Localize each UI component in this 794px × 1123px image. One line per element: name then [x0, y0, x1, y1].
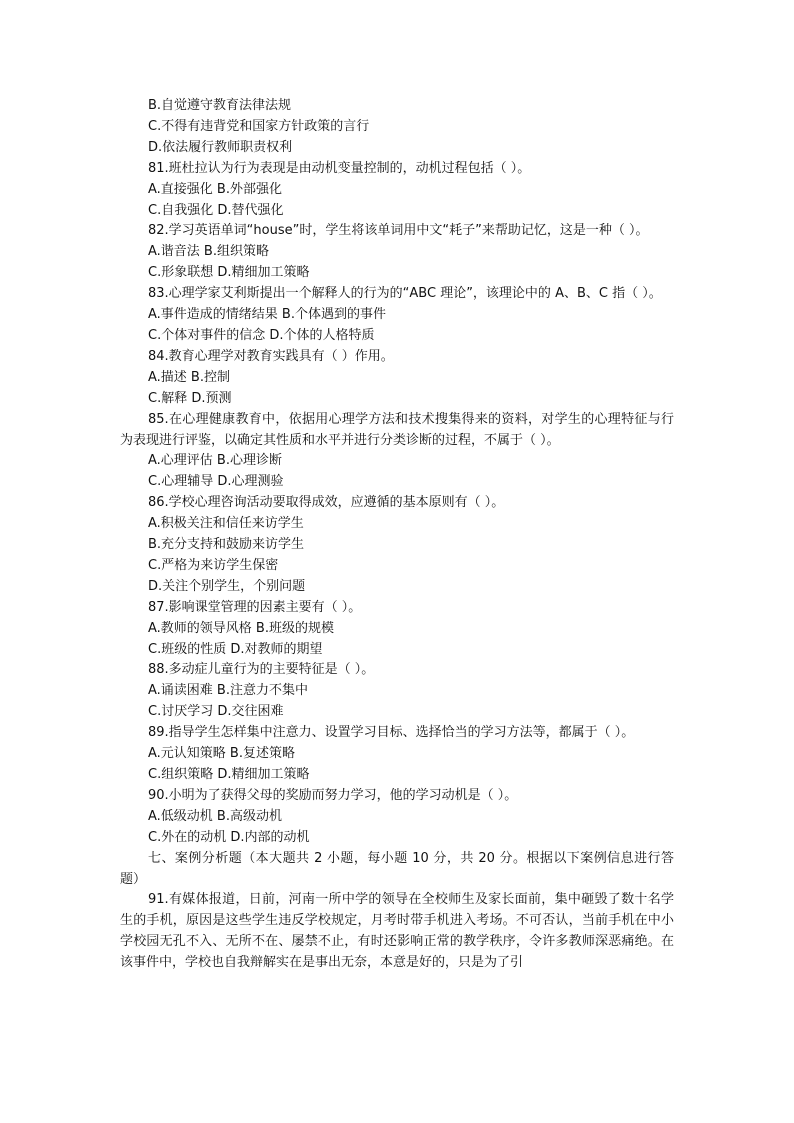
text-line: A.积极关注和信任来访学生 — [148, 516, 304, 532]
paragraph: 85.在心理健康教育中，依据用心理学方法和技术搜集得来的资料，对学生的心理特征与行为表现进行评鉴，以确定其性质和水平并进行分类诊断的过程，不属于（ ）。 — [120, 411, 674, 448]
text-line: 88.多动症儿童行为的主要特征是（ ）。 — [148, 662, 375, 678]
text-line: B.充分支持和鼓励来访学生 — [148, 537, 305, 553]
text-line: A.直接强化 B.外部强化 — [148, 181, 282, 197]
text-line: A.元认知策略 B.复述策略 — [148, 746, 295, 762]
text-line: C.自我强化 D.替代强化 — [148, 202, 284, 218]
text-line: C.外在的动机 D.内部的动机 — [148, 829, 310, 845]
text-line: C.班级的性质 D.对教师的期望 — [148, 641, 323, 657]
text-line: B.自觉遵守教育法律法规 — [148, 98, 292, 113]
text-line: C.讨厌学习 D.交往困难 — [148, 704, 284, 720]
text-line: 81.班杜拉认为行为表现是由动机变量控制的，动机过程包括（ ）。 — [148, 160, 531, 176]
paragraph: 91.有媒体报道，日前，河南一所中学的领导在全校师生及家长面前，集中砸毁了数十名学生的手机，原因是这些学生违反学校规定，月考时带手机进入考场。不可否认，当前手机在中小学校园无孔不入、无所不在、屡禁不止，有时还影响正常的教学秩序，令许多教师深恶痛绝。在该事件中，学校也自我辩解实在是事出无奈，本意是好的，只是为了引 — [120, 892, 674, 971]
text-line: C.心理辅导 D.心理测验 — [148, 474, 284, 490]
text-line: A.事件造成的情绪结果 B.个体遇到的事件 — [148, 307, 386, 323]
paragraph: 82.学习英语单词“house”时，学生将该单词用中文“耗子”来帮助记忆，这是一种（ ）。 — [148, 223, 649, 239]
paragraph: 83.心理学家艾利斯提出一个解释人的行为的“ABC 理论”，该理论中的 A、B、C 指（ ）。 — [148, 286, 662, 302]
text-line: 90.小明为了获得父母的奖励而努力学习，他的学习动机是（ ）。 — [148, 787, 518, 803]
text-line: A.谐音法 B.组织策略 — [148, 244, 269, 260]
text-line: C.个体对事件的信念 D.个体的人格特质 — [148, 327, 375, 343]
text-line: C.严格为来访学生保密 — [148, 557, 279, 573]
text-line: C.解释 D.预测 — [148, 390, 232, 406]
text-line: C.组织策略 D.精细加工策略 — [148, 767, 310, 782]
text-line: A.低级动机 B.高级动机 — [148, 808, 282, 824]
text-line: D.关注个别学生，个别问题 — [148, 578, 306, 594]
text-line: 86.学校心理咨询活动要取得成效，应遵循的基本原则有（ ）。 — [148, 495, 505, 511]
text-line: A.描述 B.控制 — [148, 369, 230, 385]
text-line: A.心理评估 B.心理诊断 — [148, 453, 282, 469]
text-line: 84.教育心理学对教育实践具有（ ）作用。 — [148, 348, 394, 364]
text-line: 89.指导学生怎样集中注意力、设置学习目标、选择恰当的学习方法等，都属于（ ）。 — [148, 725, 635, 741]
text-line: C.不得有违背党和国家方针政策的言行 — [148, 118, 370, 134]
text-line: A.诵读困难 B.注意力不集中 — [148, 683, 308, 699]
text-line: C.形象联想 D.精细加工策略 — [148, 265, 310, 281]
paragraph: 七、案例分析题（本大题共 2 小题，每小题 10 分，共 20 分。根据以下案例信息进行答题） — [120, 850, 674, 887]
text-line: D.依法履行教师职责权利 — [148, 139, 293, 155]
text-line: 87.影响课堂管理的因素主要有（ ）。 — [148, 599, 362, 615]
document-page — [120, 96, 674, 974]
text-line: A.教师的领导风格 B.班级的规模 — [148, 620, 334, 636]
